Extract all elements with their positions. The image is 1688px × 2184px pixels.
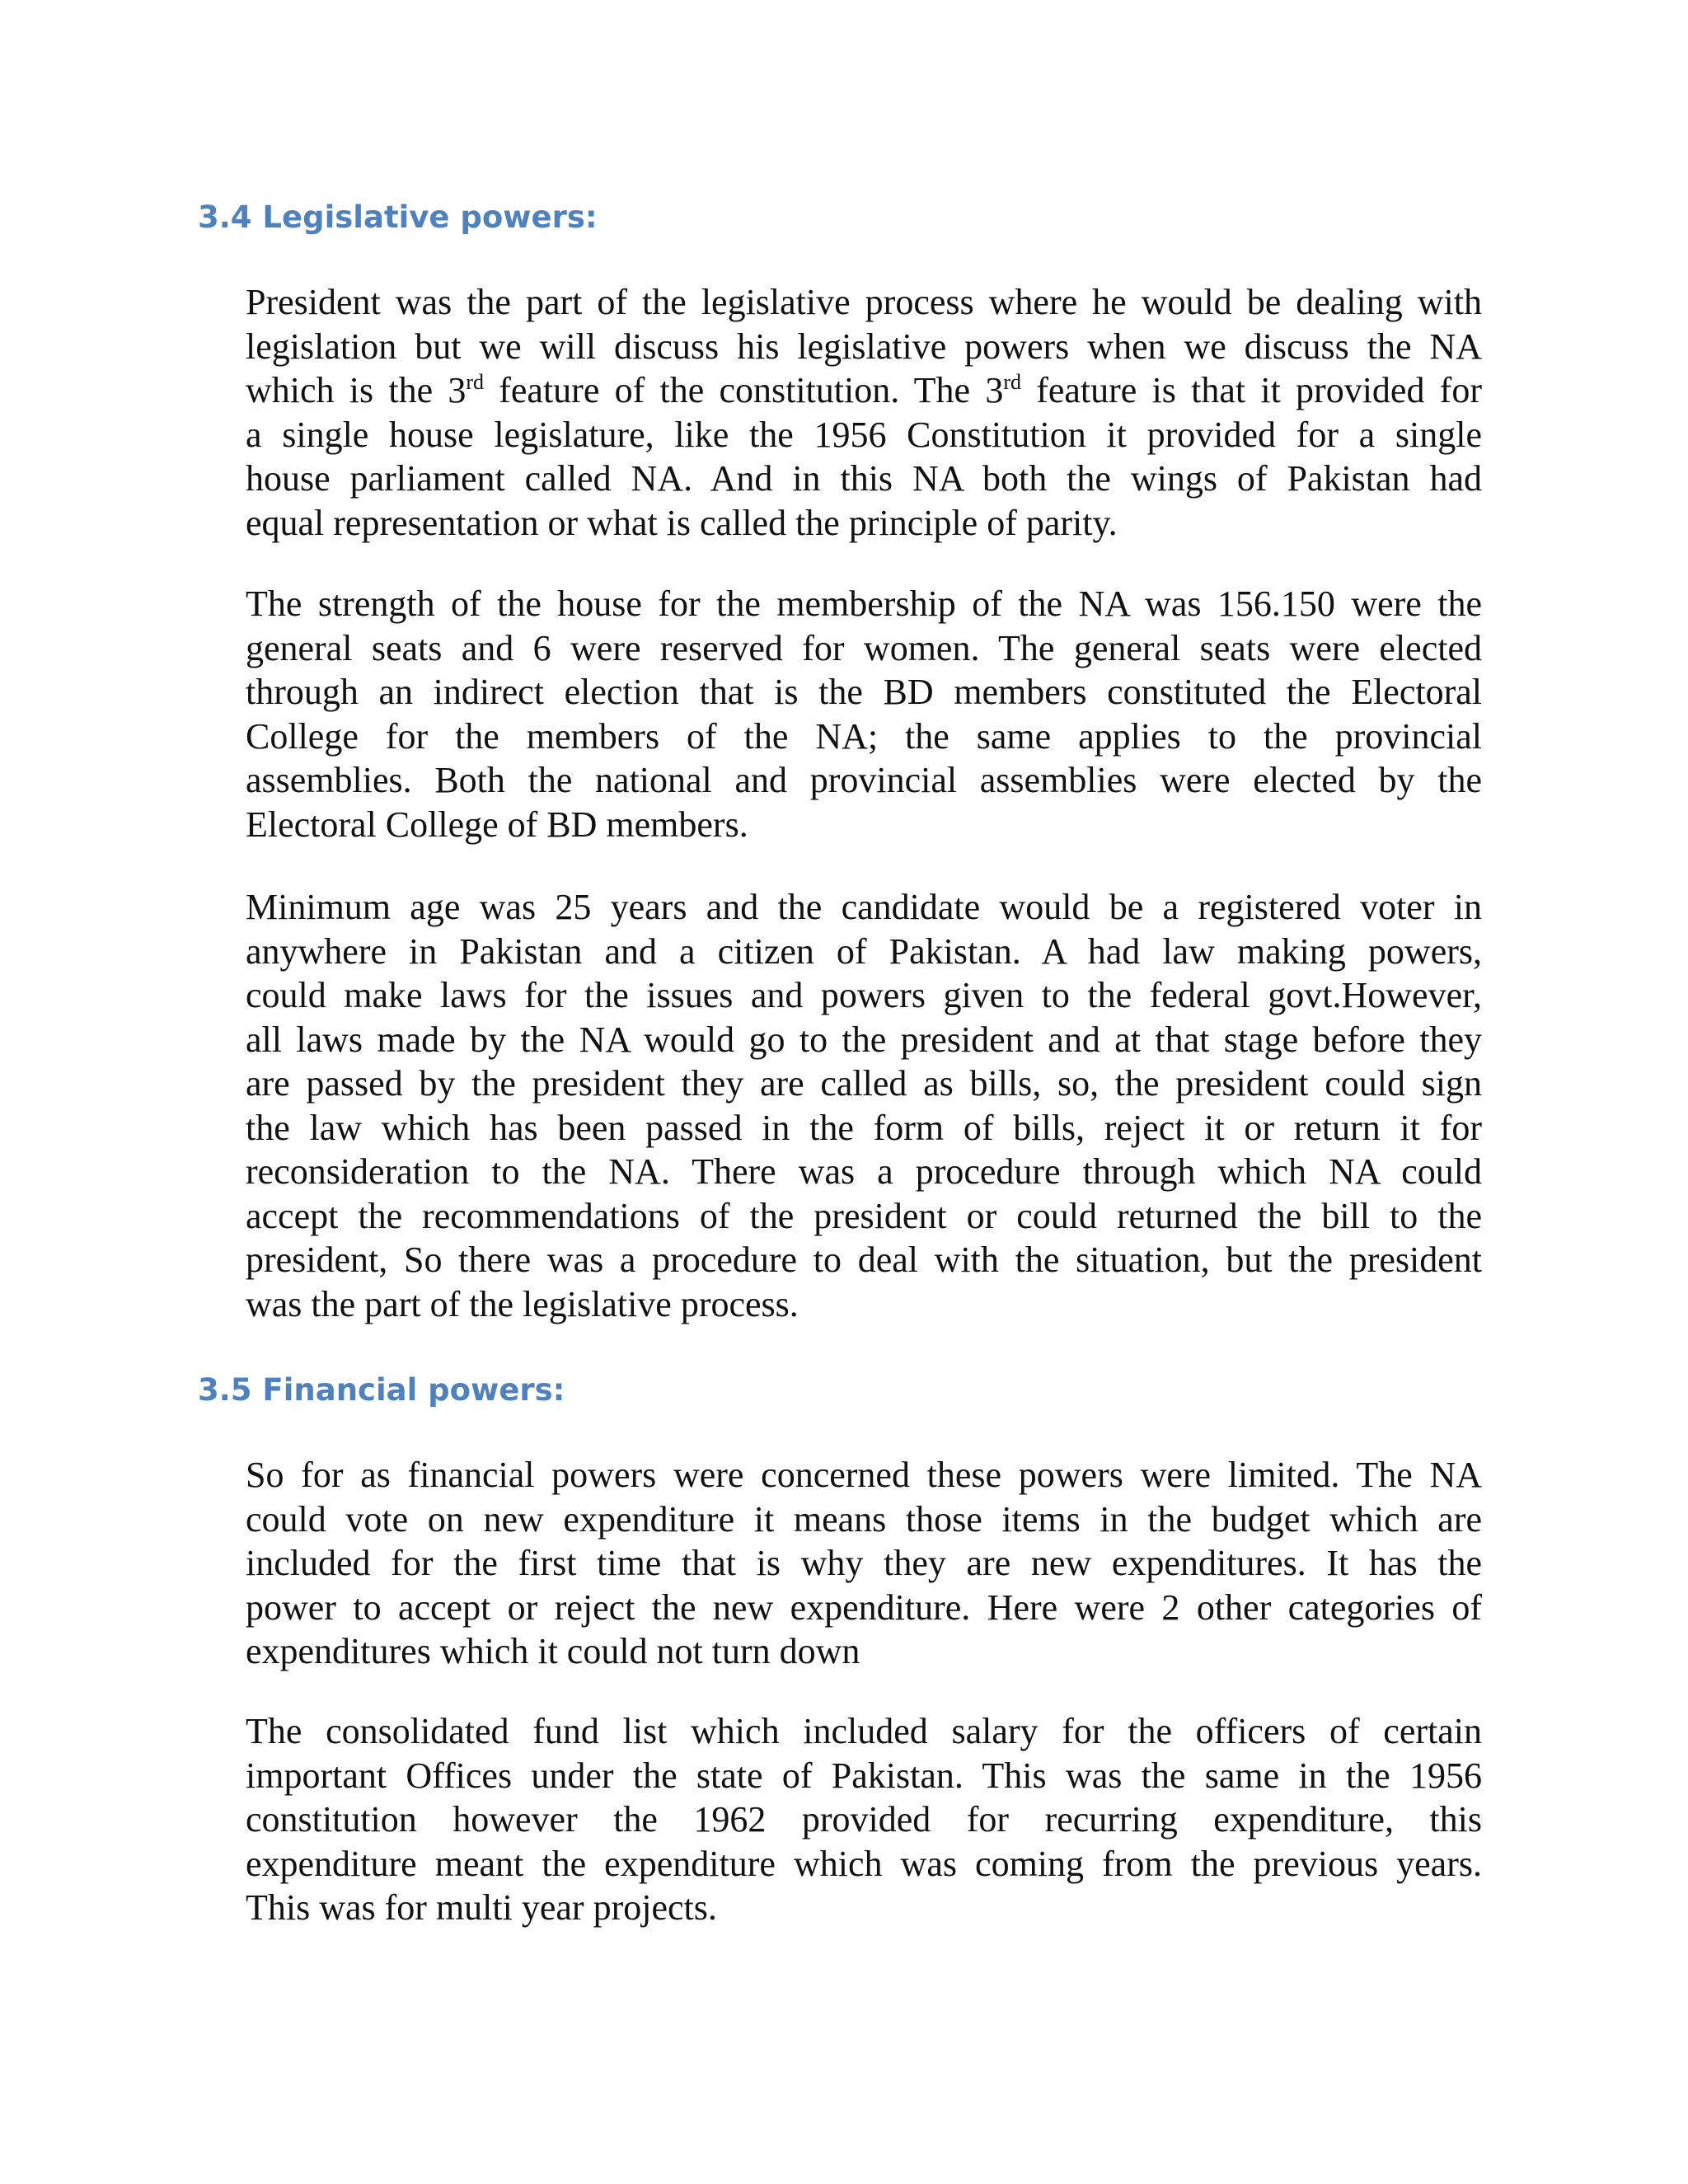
text-line: Electoral College of BD members. <box>246 804 748 845</box>
ordinal-superscript: rd <box>466 370 484 394</box>
text-line: all laws made by the NA would go to the president and at that stage before they <box>246 1019 1482 1060</box>
text-line: through an indirect election that is the BD members constituted the Electoral <box>246 672 1482 712</box>
text-line: legislation but we will discuss his legislative powers when we discuss the NA <box>246 326 1482 367</box>
paragraph-legislative-1 <box>246 280 1482 545</box>
section-heading-financial-powers: 3.5 Financial powers: <box>198 1372 565 1408</box>
text-line: The consolidated fund list which included salary for the officers of certain <box>246 1711 1482 1751</box>
text-line: Minimum age was 25 years and the candidate would be a registered voter in <box>246 887 1482 927</box>
text-line: College for the members of the NA; the same applies to the provincial <box>246 715 1482 757</box>
text-line: expenditure meant the expenditure which was coming from the previous years. <box>246 1843 1482 1884</box>
paragraph-legislative-2 <box>246 582 1482 846</box>
text-line: accept the recommendations of the president or could returned the bill to the <box>246 1195 1482 1236</box>
ordinal-superscript: rd <box>1003 370 1021 394</box>
text-line: general seats and 6 were reserved for women. The general seats were elected <box>246 627 1482 668</box>
paragraph-financial-2 <box>246 1709 1482 1930</box>
text-line: included for the first time that is why they are new expenditures. It has the <box>246 1543 1482 1583</box>
text-line: important Offices under the state of Pakistan. This was the same in the 1956 <box>246 1755 1482 1796</box>
text-line: anywhere in Pakistan and a citizen of Pakistan. A had law making powers, <box>246 930 1482 972</box>
text-line: constitution however the 1962 provided for recurring expenditure, this <box>246 1799 1482 1840</box>
text-line: house parliament called NA. And in this NA both the wings of Pakistan had <box>246 458 1482 499</box>
text-line: could vote on new expenditure it means those items in the budget which are <box>246 1498 1482 1540</box>
text-line: expenditures which it could not turn down <box>246 1631 860 1671</box>
paragraph-financial-1 <box>246 1453 1482 1674</box>
text-line: This was for multi year projects. <box>246 1887 717 1928</box>
text-line: assemblies. Both the national and provincial assemblies were elected by the <box>246 760 1482 800</box>
text-line: could make laws for the issues and powers given to the federal govt.However, <box>246 975 1482 1015</box>
text-line: which is the 3rd feature of the constitution. The 3rd feature is that it provided for <box>246 370 1482 410</box>
text-line: was the part of the legislative process. <box>246 1283 799 1324</box>
text-line: president, So there was a procedure to deal with the situation, but the president <box>246 1240 1482 1280</box>
text-line: equal representation or what is called the principle of parity. <box>246 502 1118 543</box>
text-line: are passed by the president they are called as bills, so, the president could sign <box>246 1063 1482 1104</box>
text-line: reconsideration to the NA. There was a procedure through which NA could <box>246 1151 1482 1192</box>
text-line: So for as financial powers were concerned these powers were limited. The NA <box>246 1455 1482 1495</box>
text-line: President was the part of the legislative process where he would be dealing with <box>246 282 1482 322</box>
section-heading-legislative-powers: 3.4 Legislative powers: <box>198 199 598 235</box>
text-line: a single house legislature, like the 1956 Constitution it provided for a single <box>246 414 1482 455</box>
paragraph-legislative-3 <box>246 885 1482 1326</box>
text-line: the law which has been passed in the form of bills, reject it or return it for <box>246 1107 1482 1148</box>
text-line: power to accept or reject the new expenditure. Here were 2 other categories of <box>246 1586 1482 1628</box>
text-line: The strength of the house for the membership of the NA was 156.150 were the <box>246 583 1482 624</box>
